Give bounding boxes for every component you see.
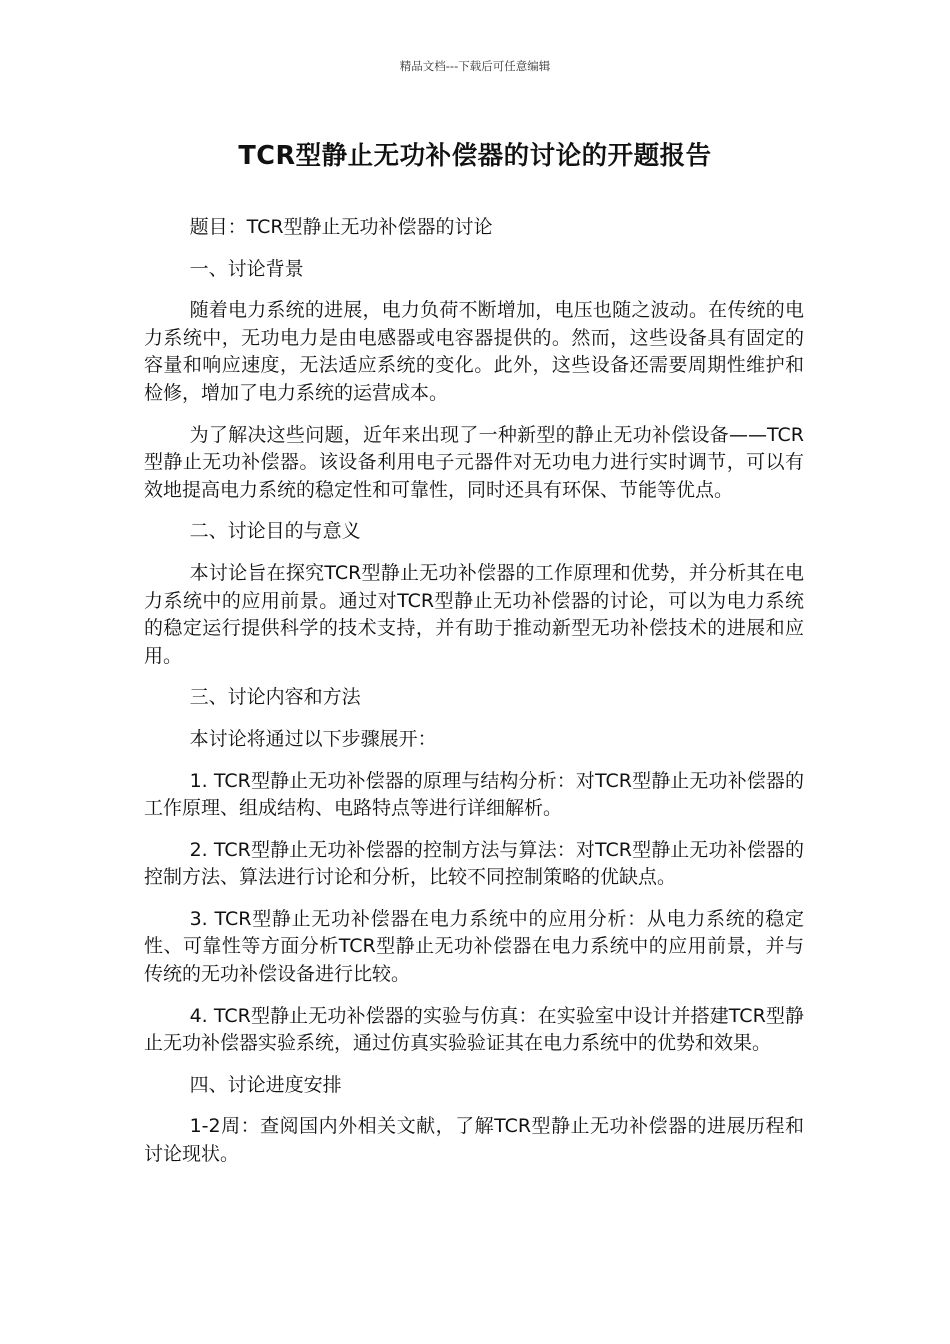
subject-line: 题目：TCR型静止无功补偿器的讨论 xyxy=(189,216,493,238)
section-heading-schedule: 四、讨论进度安排 xyxy=(189,1073,342,1096)
document-title: TCR型静止无功补偿器的讨论的开题报告 xyxy=(238,141,712,171)
header-note: 精品文档---下载后可任意编辑 xyxy=(399,59,551,73)
paragraph-purpose: 本讨论旨在探究TCR型静止无功补偿器的工作原理和优势，并分析其在电力系统中的应用前景。通过对TCR型静止无功补偿器的讨论，可以为电力系统的稳定运行提供科学的技术支持，并有助于推动新型无功补偿技术的进展和应用。 xyxy=(144,561,804,667)
section-heading-content-methods: 三、讨论内容和方法 xyxy=(189,686,361,709)
document-body xyxy=(144,214,804,1183)
paragraph-content-intro: 本讨论将通过以下步骤展开： xyxy=(189,727,437,750)
list-item-1: 1. TCR型静止无功补偿器的原理与结构分析：对TCR型静止无功补偿器的工作原理、组成结构、电路特点等进行详细解析。 xyxy=(144,769,804,820)
list-item-4: 4. TCR型静止无功补偿器的实验与仿真：在实验室中设计并搭建TCR型静止无功补偿器实验系统，通过仿真实验验证其在电力系统中的优势和效果。 xyxy=(144,1004,804,1055)
section-heading-background: 一、讨论背景 xyxy=(189,257,304,280)
list-item-2: 2. TCR型静止无功补偿器的控制方法与算法：对TCR型静止无功补偿器的控制方法、算法进行讨论和分析，比较不同控制策略的优缺点。 xyxy=(144,838,804,889)
paragraph-background-2: 为了解决这些问题，近年来出现了一种新型的静止无功补偿设备——TCR型静止无功补偿器。该设备利用电子元器件对无功电力进行实时调节，可以有效地提高电力系统的稳定性和可靠性，同时还具有环保、节能等优点。 xyxy=(144,423,804,501)
paragraph-background-1: 随着电力系统的进展，电力负荷不断增加，电压也随之波动。在传统的电力系统中，无功电力是由电感器或电容器提供的。然而，这些设备具有固定的容量和响应速度，无法适应系统的变化。此外，这些设备还需要周期性维护和检修，增加了电力系统的运营成本。 xyxy=(144,299,804,404)
schedule-item-1: 1-2周：查阅国内外相关文献，了解TCR型静止无功补偿器的进展历程和讨论现状。 xyxy=(144,1115,804,1166)
list-item-3: 3. TCR型静止无功补偿器在电力系统中的应用分析：从电力系统的稳定性、可靠性等方面分析TCR型静止无功补偿器在电力系统中的应用前景，并与传统的无功补偿设备进行比较。 xyxy=(144,907,804,986)
section-heading-purpose: 二、讨论目的与意义 xyxy=(189,520,361,543)
